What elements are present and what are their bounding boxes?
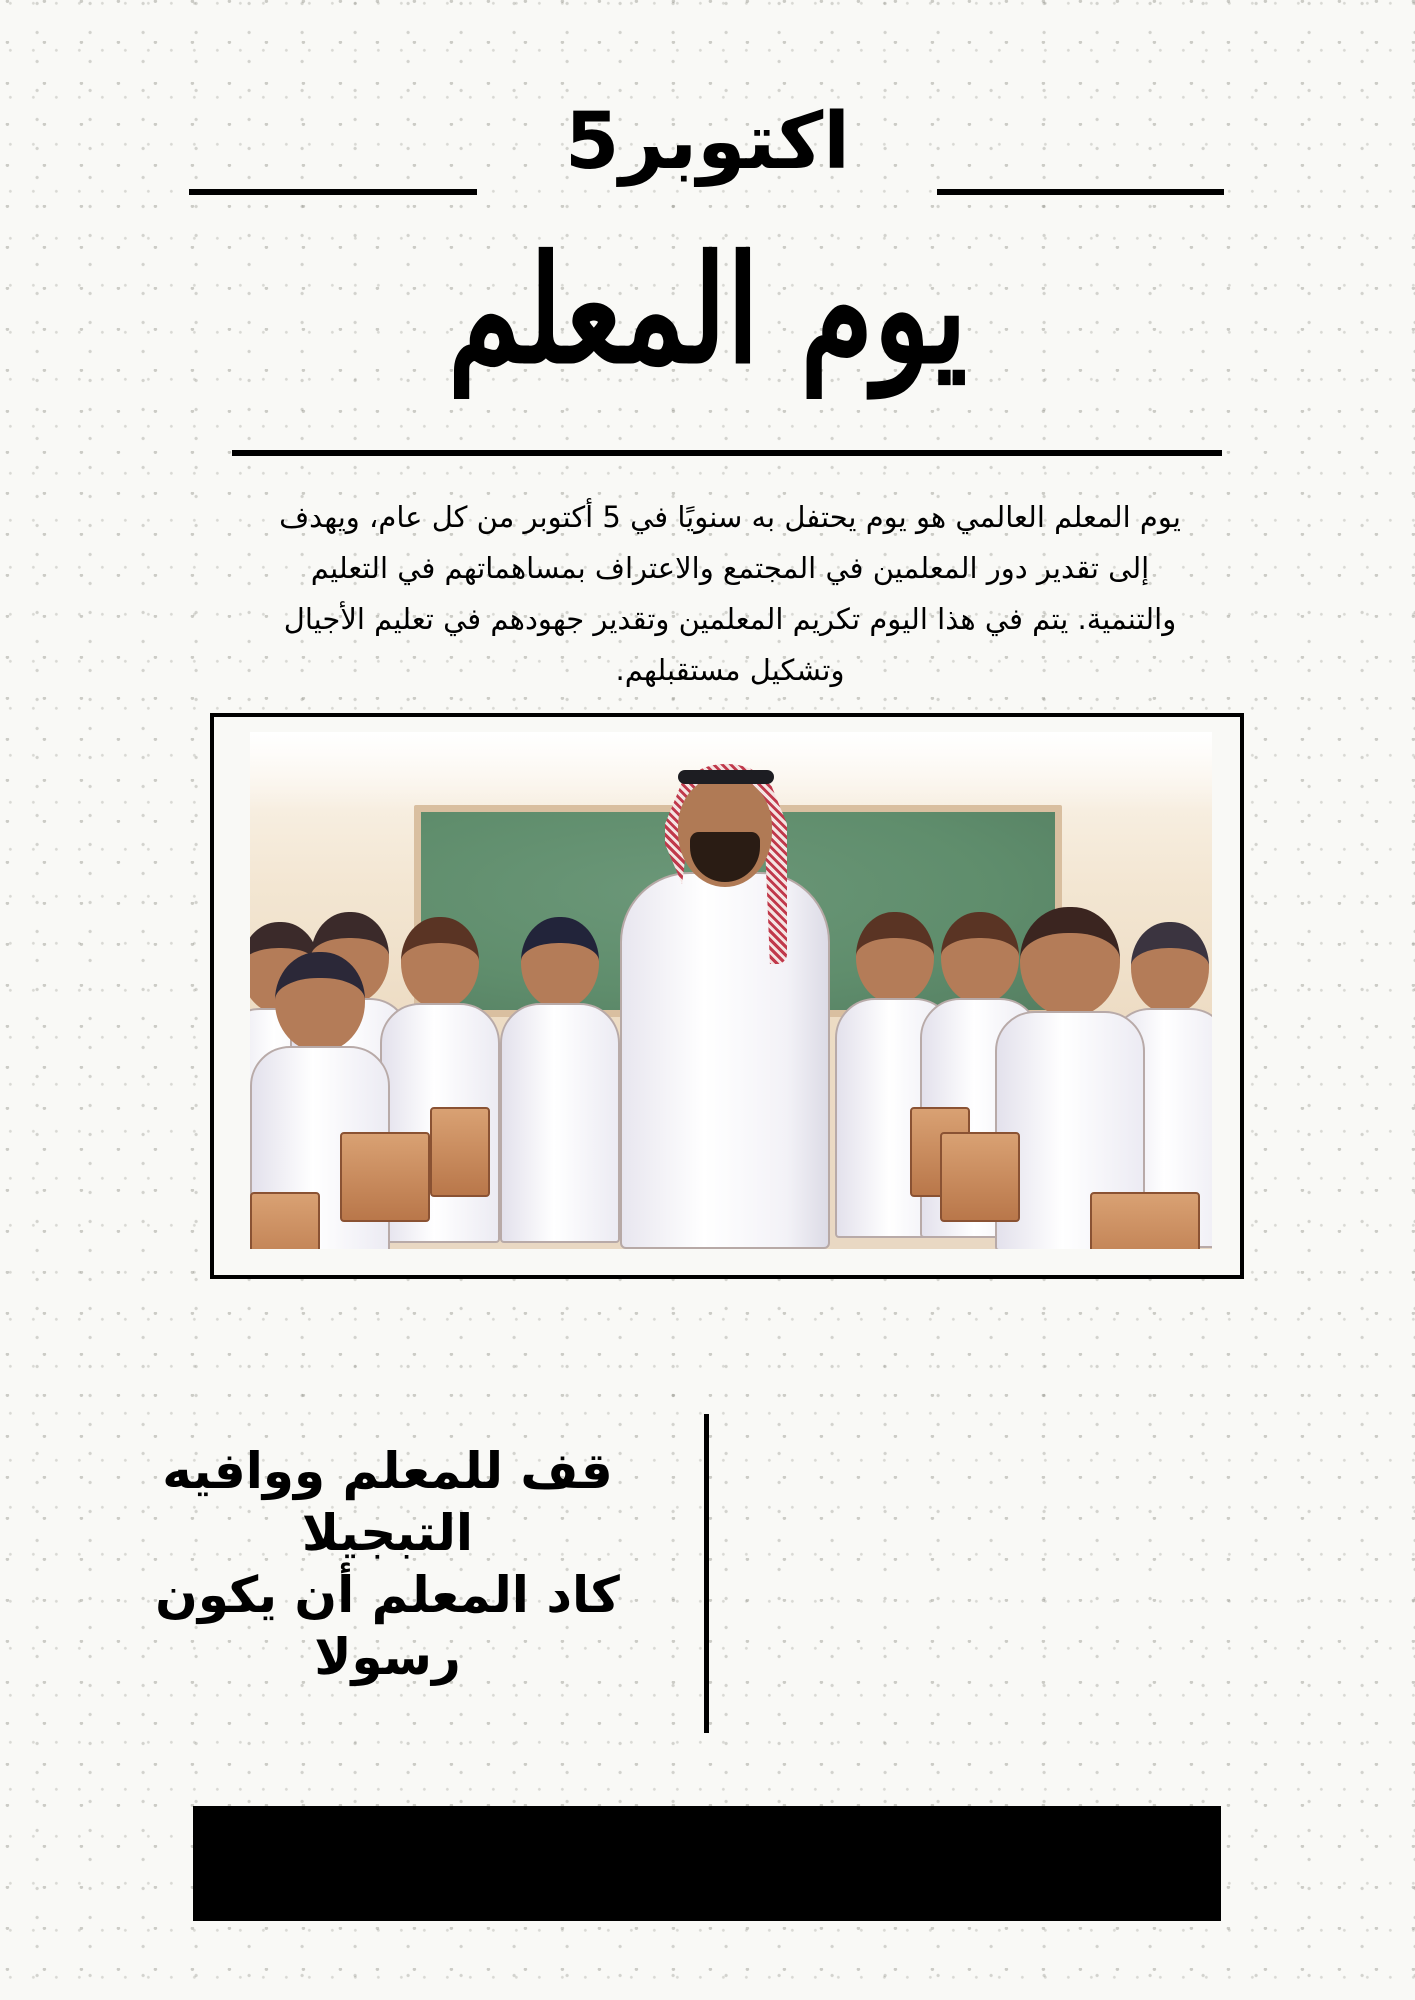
description-paragraph xyxy=(240,492,1220,697)
top-left-rule xyxy=(189,189,477,195)
desk xyxy=(1090,1192,1200,1249)
student-figure xyxy=(500,917,620,1243)
illustration-frame xyxy=(210,713,1244,1279)
desk xyxy=(340,1132,430,1222)
date-title: 5اكتوبر xyxy=(565,97,850,187)
description-line: يوم المعلم العالمي هو يوم يحتفل به سنويًا في 5 أكتوبر من كل عام، ويهدف xyxy=(279,500,1181,534)
poem-line: كاد المعلم أن يكون رسولا xyxy=(155,1566,620,1686)
title-divider-rule xyxy=(232,450,1222,456)
description-line: إلى تقدير دور المعلمين في المجتمع والاعتراف بمساهماتهم في التعليم xyxy=(310,551,1150,585)
main-title-calligraphy: يوم المعلم xyxy=(447,222,968,397)
desk xyxy=(940,1132,1020,1222)
classroom-illustration xyxy=(250,732,1212,1249)
desk xyxy=(250,1192,320,1249)
poem-verse xyxy=(95,1440,680,1686)
description-line: والتنمية. يتم في هذا اليوم تكريم المعلمين وتقدير جهودهم في تعليم الأجيال xyxy=(283,602,1177,636)
poem-line: قف للمعلم ووافيه التبجيلا xyxy=(162,1442,613,1562)
teacher-robe xyxy=(620,872,830,1249)
desk xyxy=(430,1107,490,1197)
poem-vertical-divider xyxy=(704,1414,709,1733)
description-line: وتشكيل مستقبلهم. xyxy=(615,653,845,687)
teacher-agal xyxy=(678,770,774,784)
footer-black-bar xyxy=(193,1806,1221,1921)
top-right-rule xyxy=(937,189,1224,195)
